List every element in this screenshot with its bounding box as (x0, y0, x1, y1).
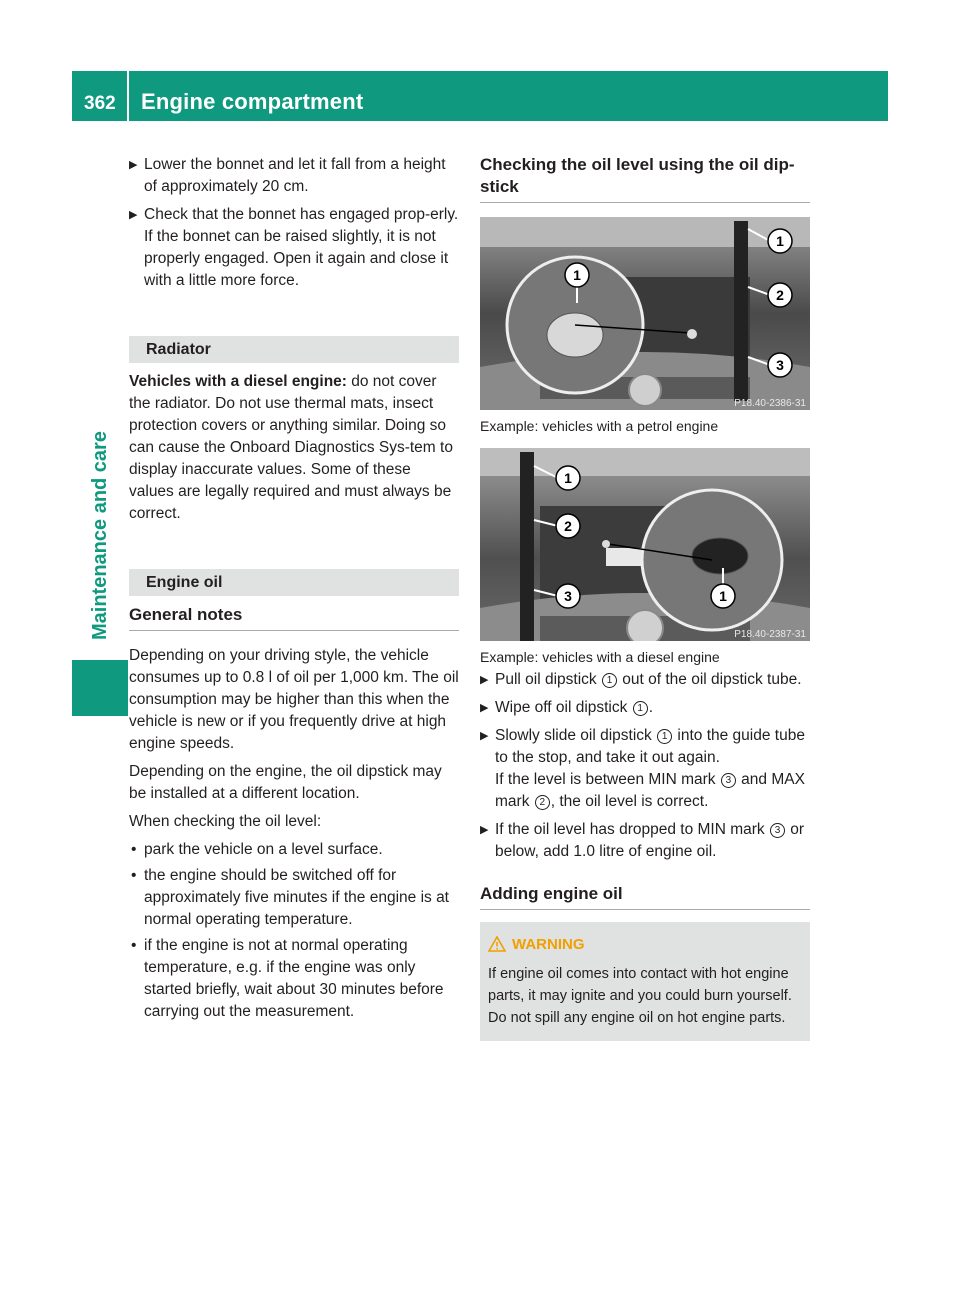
callout-2-icon: 2 (535, 795, 550, 810)
warning-title: WARNING (488, 934, 800, 959)
callout-3-icon: 3 (721, 773, 736, 788)
callout-1-icon: 1 (633, 701, 648, 716)
radiator-paragraph: Vehicles with a diesel engine: do not cover the radiator. Do not use thermal mats, insect protection covers or anything similar. Doing so can cause the Onboard Diagnostics Sys-tem to display inaccurate values. Some of these values are legally required and must always be correct. (129, 373, 453, 522)
warning-triangle-icon (488, 936, 508, 959)
triangle-right-icon: ▶ (129, 159, 138, 171)
step-lower-bonnet: ▶ Lower the bonnet and let it fall from a height of approximately 20 cm. (129, 156, 446, 195)
step-wipe-dipstick: ▶ Wipe off oil dipstick 1 . (480, 697, 810, 719)
page-title: Engine compartment (141, 89, 364, 114)
radiator-heading: Radiator (129, 336, 459, 363)
image-code: P18.40-2387-31 (734, 629, 806, 640)
callout-label: 2 (776, 287, 784, 303)
callout-label: 3 (776, 357, 784, 373)
diesel-engine-image (480, 448, 810, 641)
side-tab-marker (72, 660, 128, 716)
callout-label: 3 (564, 588, 572, 604)
header-divider (127, 71, 129, 121)
callout-label: 1 (564, 470, 572, 486)
adding-oil-heading: Adding engine oil (480, 883, 810, 910)
list-item: • the engine should be switched off for approximately five minutes if the engine is at normal operating temperature. (131, 867, 449, 928)
page-number: 362 (84, 93, 116, 114)
bonnet-note: If the bonnet can be raised slightly, it is not properly engaged. Open it again and close it with a little more force. (144, 228, 449, 289)
callout-label: 1 (719, 588, 727, 604)
warning-box (480, 922, 810, 1041)
step-check-bonnet: ▶ Check that the bonnet has engaged prop-erly. If the bonnet can be raised slightly, it is not properly engaged. Open it again and close it with a little more force. (129, 206, 459, 289)
triangle-right-icon: ▶ (480, 824, 489, 836)
right-column (480, 154, 810, 1041)
petrol-caption: Example: vehicles with a petrol engine (480, 418, 719, 434)
image-code: P18.40-2386-31 (734, 398, 806, 409)
triangle-right-icon: ▶ (129, 209, 138, 221)
engine-oil-heading: Engine oil (129, 569, 459, 596)
list-item: • park the vehicle on a level surface. (131, 841, 383, 858)
oil-consumption-paragraph: Depending on your driving style, the vehicle consumes up to 0.8 l of oil per 1,000 km. The oil consumption may be higher than this when the vehicle is new or if you frequently drive at high engine speeds. (129, 647, 459, 752)
step-slide-dipstick: ▶ Slowly slide oil dipstick 1 into the guide tube to the stop, and take it out again. If the level is between MIN mark 3 and MAX mark 2 , the oil level is correct. (480, 727, 805, 810)
callout-label: 1 (573, 267, 581, 283)
list-item: • if the engine is not at normal operating temperature, e.g. if the engine was only started briefly, wait about 30 minutes before carrying out the measurement. (131, 937, 444, 1020)
dipstick-heading: Checking the oil level using the oil dip-stick (480, 154, 810, 203)
triangle-right-icon: ▶ (480, 730, 489, 742)
dipstick-location-paragraph: Depending on the engine, the oil dipstick may be installed at a different location. (129, 763, 442, 802)
checking-intro: When checking the oil level: (129, 813, 322, 830)
side-tab-label: Maintenance and care (89, 431, 111, 640)
triangle-right-icon: ▶ (480, 702, 489, 714)
left-column (129, 154, 459, 1027)
diesel-caption: Example: vehicles with a diesel engine (480, 649, 720, 665)
petrol-engine-image (480, 217, 810, 410)
callout-label: 1 (776, 233, 784, 249)
callout-label: 2 (564, 518, 572, 534)
step-add-oil: ▶ If the oil level has dropped to MIN mark 3 or below, add 1.0 litre of engine oil. (480, 821, 805, 860)
general-notes-heading: General notes (129, 604, 459, 631)
triangle-right-icon: ▶ (480, 674, 489, 686)
callout-1-icon: 1 (602, 673, 617, 688)
warning-text: If engine oil comes into contact with hot engine parts, it may ignite and you could burn yourself. Do not spill any engine oil on hot engine parts. (488, 966, 792, 1026)
step-pull-dipstick: ▶ Pull oil dipstick 1 out of the oil dipstick tube. (480, 669, 810, 691)
callout-3-icon: 3 (770, 823, 785, 838)
callout-1-icon: 1 (657, 729, 672, 744)
